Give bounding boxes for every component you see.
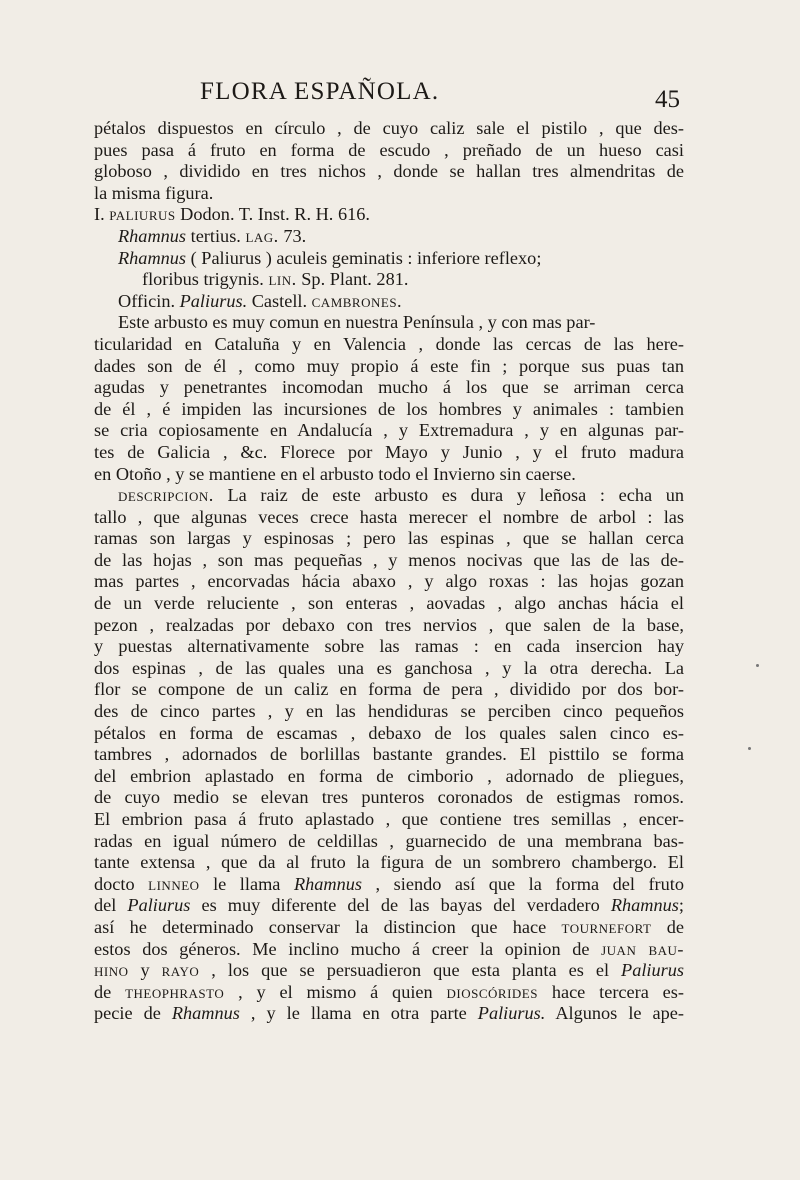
text-run: ; [678, 895, 684, 916]
text-run: , y el mismo á quien [224, 981, 447, 1002]
italic-name: Rhamnus [293, 873, 362, 894]
text-line [94, 615, 684, 637]
text-run: tambres , adornados de borlillas bastante grandes. El pisttilo se forma [94, 744, 684, 765]
text-line [94, 571, 684, 593]
text-run: tertius. [186, 225, 246, 246]
text-line [94, 399, 684, 421]
text-run: así he determinado conservar la distincion que hace [94, 916, 562, 937]
text-line [94, 636, 684, 658]
small-caps-name: hino [94, 960, 129, 981]
text-line [94, 701, 684, 723]
text-line [94, 356, 684, 378]
text-run: radas en igual número de celdillas , guarnecido de una membrana bas- [94, 830, 684, 851]
text-line [94, 1003, 684, 1025]
text-line [94, 939, 684, 961]
text-line [94, 118, 684, 140]
text-run: del [94, 895, 128, 916]
text-run: ( Paliurus ) aculeis geminatis : inferiore reflexo; [186, 247, 542, 268]
text-line [94, 809, 684, 831]
body-text [94, 118, 684, 1025]
text-run: Dodon. T. Inst. R. H. 616. [175, 204, 370, 225]
text-run: dades son de él , como muy propio á este fin ; porque sus puas tan [94, 355, 684, 376]
italic-name: Rhamnus [118, 247, 187, 268]
italic-name: Rhamnus [610, 895, 679, 916]
page-number: 45 [655, 86, 680, 113]
text-run: hace tercera es- [537, 981, 684, 1002]
text-line [94, 982, 684, 1004]
text-line [94, 334, 684, 356]
text-line [94, 507, 684, 529]
text-line [94, 895, 684, 917]
text-run: pezon , realzadas por debaxo con tres nervios , que salen de la base, [94, 614, 684, 635]
text-line [94, 248, 684, 270]
text-line [94, 744, 684, 766]
text-run: tallo , que algunas veces crece hasta merecer el nombre de arbol : las [94, 506, 684, 527]
text-run: Castell. [247, 290, 312, 311]
text-line [94, 723, 684, 745]
text-run: tante extensa , que da al fruto la figura de un sombrero chambergo. El [94, 852, 684, 873]
text-run: I. [94, 204, 110, 225]
small-caps-name: cambrones. [311, 290, 403, 311]
text-line [94, 204, 684, 226]
text-run: El embrion pasa á fruto aplastado , que contiene tres semillas , encer- [94, 809, 684, 829]
small-caps-name: paliurus [109, 204, 176, 225]
text-line [94, 852, 684, 874]
italic-name: Paliurus [127, 895, 191, 916]
text-run: y [128, 960, 162, 981]
text-line [94, 226, 684, 248]
text-run: y puestas alternativamente sobre las ramas : en cada insercion hay [94, 636, 684, 657]
text-run: docto [94, 873, 149, 894]
italic-name: Paliurus. [179, 290, 248, 311]
small-caps-name: linneo [148, 873, 200, 894]
small-caps-name: theophrasto [125, 981, 225, 1002]
text-run: estos dos géneros. Me inclino mucho á creer la opinion de [94, 938, 602, 959]
text-line [94, 874, 684, 896]
text-run: de un verde reluciente , son enteras , aovadas , algo anchas hácia el [94, 593, 684, 614]
text-run: dos espinas , de las quales una es ganchosa , y la otra derecha. La [94, 657, 684, 678]
text-run: , siendo así que la forma del fruto [362, 873, 684, 894]
text-run: le llama [199, 873, 294, 894]
page-header [200, 78, 680, 118]
text-line [94, 528, 684, 550]
text-run: de cuyo medio se elevan tres punteros coronados de estigmas romos. [94, 787, 684, 808]
text-run: La raiz de este arbusto es dura y leñosa : echa un [213, 485, 684, 506]
text-run: flor se compone de un caliz en forma de pera , dividido por dos bor- [94, 679, 684, 700]
text-run: mas partes , encorvadas hácia abaxo , y algo roxas : las hojas gozan [94, 571, 684, 592]
text-line [94, 960, 684, 982]
text-run: Officin. [118, 290, 180, 311]
text-run: globoso , dividido en tres nichos , donde se hallan tres almendritas de [94, 161, 684, 182]
small-caps-name: rayo [161, 960, 200, 981]
small-caps-name: lag. [245, 225, 279, 246]
text-run: del embrion aplastado en forma de cimborio , adornado de pliegues, [94, 765, 684, 786]
text-run: pétalos dispuestos en círculo , de cuyo caliz sale el pistilo , que des- [94, 118, 684, 138]
text-line [94, 550, 684, 572]
text-line [94, 291, 684, 313]
text-run: 73. [278, 225, 307, 246]
text-run: , los que se persuadieron que esta planta es el [199, 960, 622, 981]
text-line [94, 766, 684, 788]
small-caps-name: lin. [268, 269, 297, 290]
small-caps-name: dioscórides [446, 981, 538, 1002]
text-run: tes de Galicia , &c. Florece por Mayo y Junio , y el fruto madura [94, 441, 684, 462]
text-run: , y le llama en otra parte [239, 1003, 478, 1024]
text-line [94, 312, 684, 334]
small-caps-name: descripcion. [118, 485, 214, 506]
text-run: Este arbusto es muy comun en nuestra Península , y con mas par- [118, 312, 596, 333]
text-run: floribus trigynis. [142, 269, 269, 290]
paper-speck [748, 747, 751, 750]
text-run: de [651, 916, 685, 937]
text-run: de él , é impiden las incursiones de los hombres y animales : tambien [94, 398, 684, 419]
text-line [94, 140, 684, 162]
text-line [94, 917, 684, 939]
text-line [94, 442, 684, 464]
italic-name: Rhamnus [171, 1003, 240, 1024]
italic-name: Rhamnus [118, 225, 187, 246]
text-run: es muy diferente del de las bayas del verdadero [190, 895, 611, 916]
text-line [94, 658, 684, 680]
text-run: ramas son largas y espinosas ; pero las espinas , que se hallan cerca [94, 528, 684, 549]
text-line [94, 161, 684, 183]
text-run: en Otoño , y se mantiene en el arbusto todo el Invierno sin caerse. [94, 463, 576, 484]
text-run: ticularidad en Cataluña y en Valencia , donde las cercas de las here- [94, 333, 684, 354]
text-line [94, 485, 684, 507]
text-run: la misma figura. [94, 182, 214, 203]
text-run: se cria copiosamente en Andalucía , y Extremadura , y en algunas par- [94, 420, 684, 441]
text-line [94, 679, 684, 701]
text-line [94, 464, 684, 486]
small-caps-name: tournefort [561, 916, 652, 937]
text-run: de las hojas , son mas pequeñas , y menos nocivas que las de las de- [94, 549, 684, 570]
text-run: Sp. Plant. 281. [296, 269, 409, 290]
text-line [94, 269, 684, 291]
text-run: Algunos le ape- [545, 1003, 684, 1024]
text-run: pues pasa á fruto en forma de escudo , preñado de un hueso casi [94, 139, 684, 160]
paper-speck [756, 664, 759, 667]
text-line [94, 831, 684, 853]
text-run: des de cinco partes , y en las hendiduras se perciben cinco pequeños [94, 701, 684, 722]
text-run: pétalos en forma de escamas , debaxo de los quales salen cinco es- [94, 722, 684, 743]
small-caps-name: juan bau- [601, 938, 684, 959]
text-line [94, 420, 684, 442]
italic-name: Paliurus. [477, 1003, 546, 1024]
text-run: de [94, 981, 126, 1002]
text-line [94, 593, 684, 615]
text-run: agudas y penetrantes incomodan mucho á los que se arriman cerca [94, 377, 684, 398]
text-line [94, 787, 684, 809]
running-head: FLORA ESPAÑOLA. [200, 78, 440, 105]
text-run: pecie de [94, 1003, 172, 1024]
text-line [94, 377, 684, 399]
italic-name: Paliurus [621, 960, 685, 981]
text-line [94, 183, 684, 205]
